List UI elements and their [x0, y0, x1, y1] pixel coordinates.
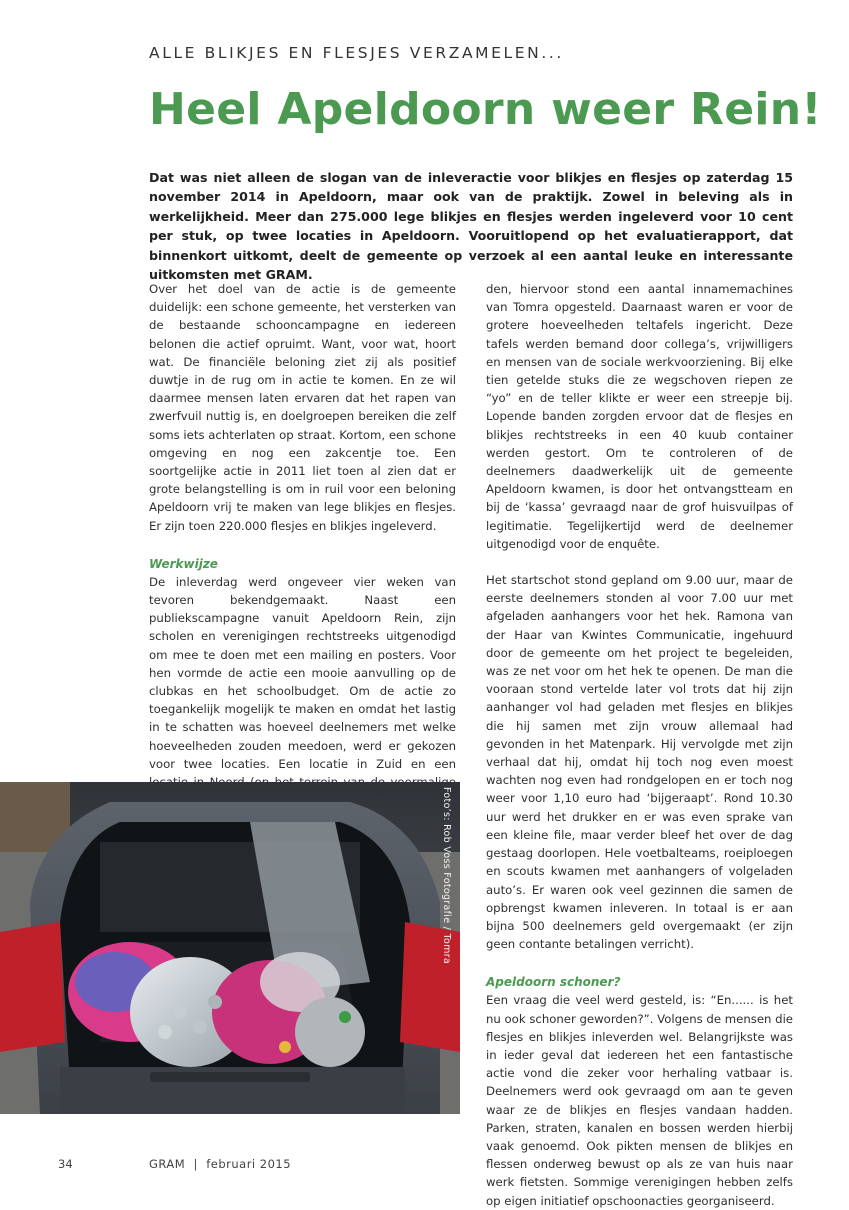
right-column [486, 280, 793, 1210]
kicker: ALLE BLIKJES EN FLESJES VERZAMELEN... [149, 44, 564, 62]
subhead-apeldoorn-schoner: Apeldoorn schoner? [486, 975, 621, 990]
right-paragraph-3: Een vraag die veel werd gesteld, is: “En...... is het nu ook schoner geworden?”. Volgens de mensen die flesjes en blikjes inleverden wel. Belangrijkste was in ieder geval dat iedereen het een fantastische actie vond die zeker voor herhaling vatbaar is. Deelnemers werd ook gevraagd om aan te geven waar ze de blikjes en flesjes vandaan hadden. Parken, straten, kanalen en bossen werden hierbij vaak genoemd. Ook pikten mensen de blikjes en flessen onderweg bewust op als ze van huis naar werk fietsten. Sommige verenigingen hebben zelfs op eigen initiatief opschoonacties georganiseerd. [486, 993, 794, 1208]
magazine-issue: GRAM | februari 2015 [149, 1157, 292, 1171]
photo-credit-text: Foto’s: Rob Voss Fotografie / Tomra [441, 787, 452, 964]
right-paragraph-1: den, hiervoor stond een aantal innamemachines van Tomra opgesteld. Daarnaast waren er voor de grotere hoeveelheden teltafels ingericht. Deze tafels werden bemand door collega’s, vrijwilligers en mensen van de sociale werkvoorziening. Bij elke tien getelde stuks die ze wegschoven riepen ze “yo” en de teller klikte er weer een streepje bij. Lopende banden zorgden ervoor dat de flesjes en blikjes rechtstreeks in een 40 kuub container werden gestort. Om te controleren of de deelnemers daadwerkelijk uit de gemeente Apeldoorn kwamen, is door het ontvangstteam en bij de ‘kassa’ gevraagd naar de grof huisvuilpas of legitimatie. Tegelijkertijd werd de deelnemer uitgenodigd voor de enquête. [486, 282, 793, 551]
photo-credit [440, 787, 454, 977]
intro-paragraph: Dat was niet alleen de slogan van de inleveractie voor blikjes en flesjes op zaterdag 15 november 2014 in Apeldoorn, maar ook van de praktijk. Zowel in beleving als in werkelijkheid. Meer dan 275.000 lege blikjes en flesjes werden ingeleverd voor 10 cent per stuk, op twee locaties in Apeldoorn. Vooruitlopend op het evaluatierapport, dat binnenkort uitkomt, deelt de gemeente op verzoek al een aantal leuke en interessante uitkomsten met GRAM. [149, 170, 793, 283]
right-paragraph-2: Het startschot stond gepland om 9.00 uur, maar de eerste deelnemers stonden al voor 7.00 uur met afgeladen aanhangers voor het hek. Ramona van der Haar van Kwintes Communicatie, ingehuurd door de gemeente om het project te begeleiden, was ze net voor om het hek te openen. De man die vooraan stond vertelde later vol trots dat hij zijn aanhanger vol had geladen met flesjes en blikjes die hij samen met zijn vrouw allemaal had gevonden in het Matenpark. Hij vervolgde met zijn verhaal dat hij, omdat hij toch nog even moest wachten nog even had rondgelopen en er toch nog weer voor 1,10 euro had ‘bijgeraapt’. Rond 10.30 uur werd het drukker en er was even sprake van een kleine file, maar verder bleef het over de dag gestaag doorlopen. Hele voetbalteams, roeiploegen en scouts kwamen met aanhangers of volgeladen auto’s. Er waren ook veel gezinnen die samen de opbrengst kwamen inleveren. In totaal is er aan bijna 500 deelnemers geld overgemaakt (er zijn geen contante betalingen verricht). [486, 573, 793, 952]
page-number: 34 [58, 1157, 73, 1171]
subhead-werkwijze: Werkwijze [149, 556, 218, 571]
left-column [149, 280, 456, 828]
page-title: Heel Apeldoorn weer Rein! [149, 84, 822, 135]
car-trunk-photo [0, 782, 460, 1114]
left-paragraph-2: De inleverdag werd ongeveer vier weken van tevoren bekendgemaakt. Naast een publiekscampagne vanuit Apeldoorn Rein, zijn scholen en verenigingen rechtstreeks uitgenodigd om mee te doen met een mailing en posters. Voor hen vormde de actie een mooie aanvulling op de clubkas en het schoolbudget. Om de actie zo toegankelijk mogelijk te maken en omdat het lastig in te schatten was hoeveel deelnemers met welke hoeveelheden zouden meedoen, werd er gekozen voor twee locaties. Een locatie in Zuid en een [149, 574, 456, 771]
left-paragraph-1: Over het doel van de actie is de gemeente duidelijk: een schone gemeente, het versterken van de bestaande schooncampagne en iedereen belonen die actief opruimt. Want, voor wat, hoort wat. De financiële beloning ziet zij als positief duwtje in de rug om in actie te komen. En ze wil daarmee mensen laten ervaren dat het rapen van zwerfvuil nuttig is, en doelgroepen bereiken die zelf soms iets achterlaten op straat. Kortom, een schone omgeving en nog een zakcentje toe. Een soortgelijke actie in 2011 liet toen al zien dat er grote belangstelling is om in ruil voor een beloning Apeldoorn vrij te maken van lege blikjes en flesjes. Er zijn toen 220.000 flesjes en blikjes ingeleverd. [149, 282, 456, 533]
